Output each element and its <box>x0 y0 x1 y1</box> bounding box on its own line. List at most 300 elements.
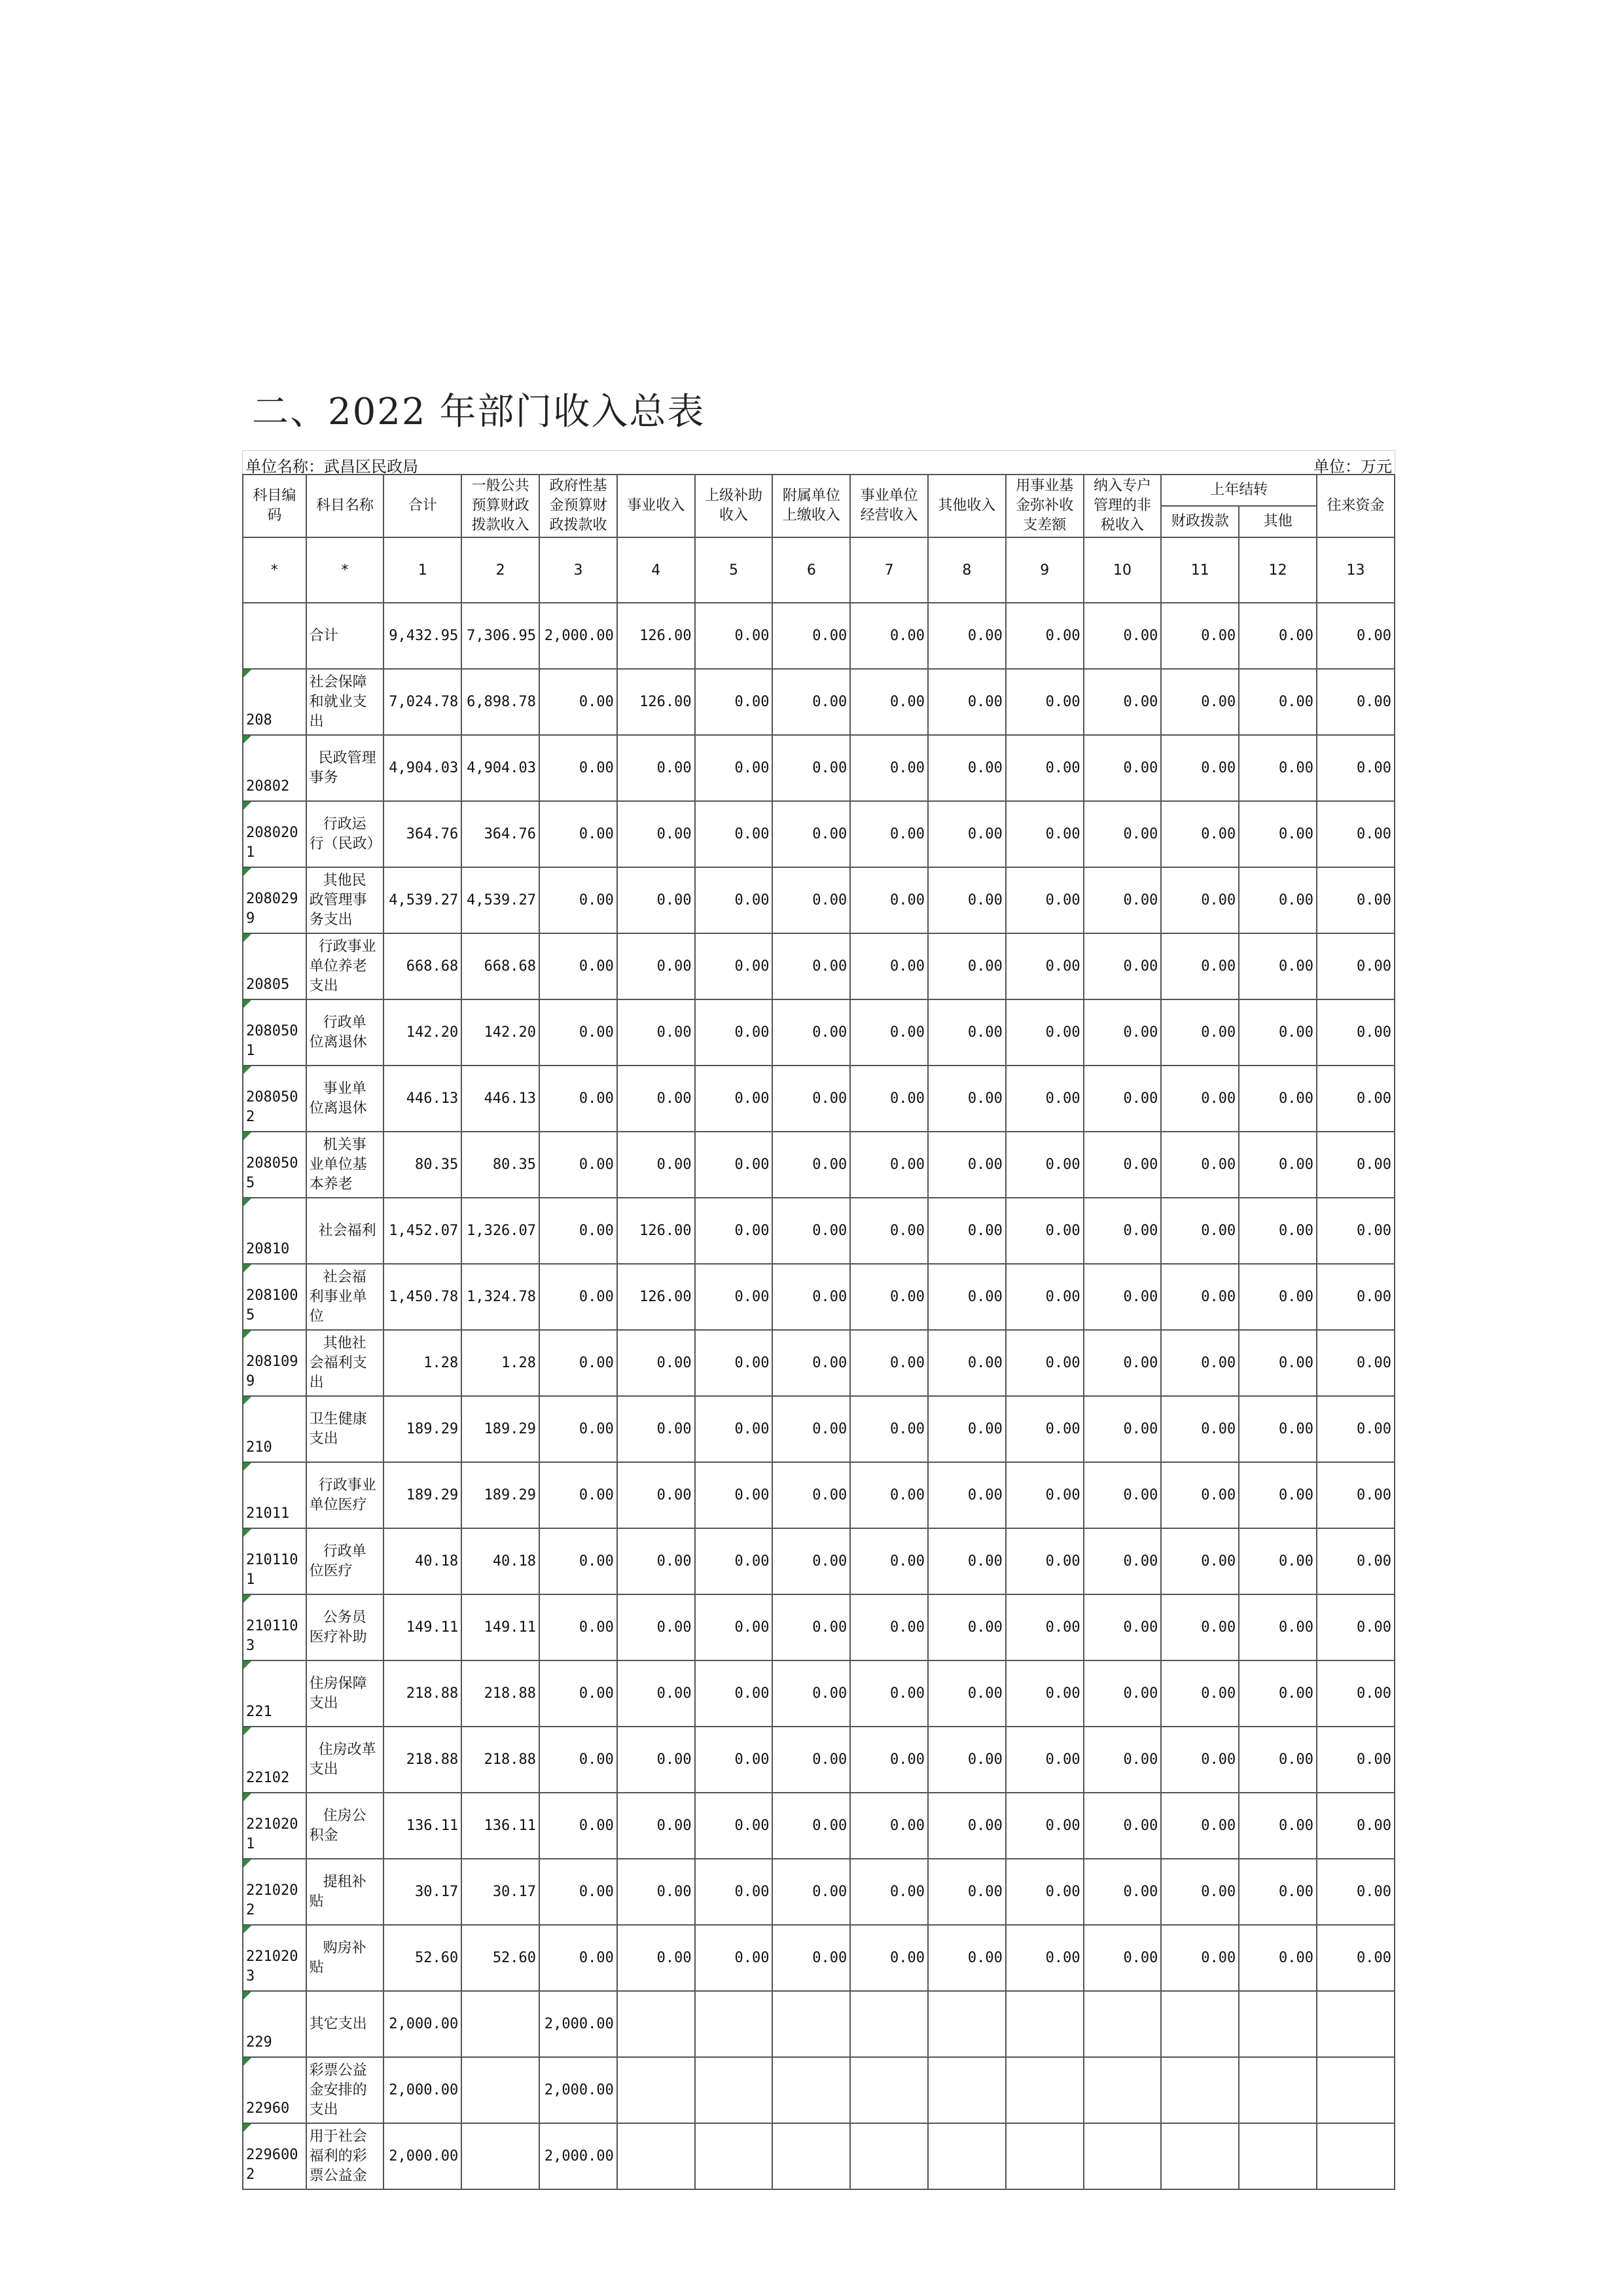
amount-cell: 0.00 <box>1239 603 1317 669</box>
amount-cell: 668.68 <box>383 933 461 999</box>
subject-name: 住房保障支出 <box>306 1660 384 1727</box>
amount-cell: 52.60 <box>383 1925 461 1991</box>
subject-name: 合计 <box>306 603 384 669</box>
amount-cell: 0.00 <box>850 1330 928 1396</box>
header-business: 事业收入 <box>617 475 695 537</box>
amount-cell: 0.00 <box>1161 735 1239 801</box>
amount-cell: 0.00 <box>1317 867 1395 933</box>
amount-cell: 0.00 <box>1084 1859 1162 1925</box>
amount-cell: 0.00 <box>1317 1793 1395 1859</box>
subject-name: 行政事业单位医疗 <box>306 1462 384 1528</box>
amount-cell: 0.00 <box>1239 1330 1317 1396</box>
subject-name: 社会保障和就业支出 <box>306 669 384 735</box>
amount-cell: 0.00 <box>1084 1594 1162 1660</box>
amount-cell: 0.00 <box>772 1528 850 1594</box>
amount-cell: 0.00 <box>928 1594 1006 1660</box>
amount-cell: 0.00 <box>1161 1066 1239 1132</box>
amount-cell: 0.00 <box>1239 1859 1317 1925</box>
header-superior-subsidy: 上级补助收入 <box>695 475 773 537</box>
amount-cell: 1.28 <box>461 1330 539 1396</box>
amount-cell: 0.00 <box>539 1198 617 1264</box>
index-cell: 12 <box>1239 537 1317 603</box>
amount-cell: 0.00 <box>617 1066 695 1132</box>
amount-cell: 0.00 <box>1084 1925 1162 1991</box>
amount-cell: 0.00 <box>1239 999 1317 1066</box>
amount-cell: 0.00 <box>1006 1132 1084 1198</box>
amount-cell: 0.00 <box>1084 999 1162 1066</box>
amount-cell: 0.00 <box>539 1925 617 1991</box>
amount-cell: 0.00 <box>539 1528 617 1594</box>
amount-cell: 0.00 <box>928 999 1006 1066</box>
subject-code: 20802 <box>246 778 290 795</box>
subject-name: 购房补贴 <box>306 1925 384 1991</box>
cell-marker-icon <box>243 1265 251 1272</box>
amount-cell: 0.00 <box>1161 1925 1239 1991</box>
amount-cell: 6,898.78 <box>461 669 539 735</box>
amount-cell: 0.00 <box>928 1330 1006 1396</box>
amount-cell: 189.29 <box>461 1396 539 1462</box>
amount-cell: 0.00 <box>695 735 773 801</box>
cell-marker-icon <box>243 802 251 810</box>
amount-cell: 218.88 <box>461 1660 539 1727</box>
cell-marker-icon <box>243 1000 251 1008</box>
page-title: 二、2022 年部门收入总表 <box>252 391 705 433</box>
amount-cell: 0.00 <box>617 1660 695 1727</box>
amount-cell: 0.00 <box>1006 1859 1084 1925</box>
amount-cell: 0.00 <box>928 1264 1006 1330</box>
amount-cell: 4,539.27 <box>383 867 461 933</box>
cell-marker-icon <box>243 1331 251 1338</box>
amount-cell: 218.88 <box>461 1727 539 1793</box>
amount-cell: 189.29 <box>383 1462 461 1528</box>
amount-cell: 0.00 <box>928 1925 1006 1991</box>
amount-cell: 0.00 <box>772 1727 850 1793</box>
subject-code: 2296002 <box>246 2147 298 2183</box>
amount-cell <box>772 1991 850 2057</box>
amount-cell <box>695 2057 773 2123</box>
amount-cell: 0.00 <box>928 735 1006 801</box>
cell-marker-icon <box>243 2124 251 2132</box>
subject-code: 221 <box>246 1704 272 1720</box>
amount-cell: 52.60 <box>461 1925 539 1991</box>
amount-cell <box>850 2123 928 2189</box>
subject-code: 21011 <box>246 1505 290 1522</box>
amount-cell: 0.00 <box>1006 1727 1084 1793</box>
amount-cell: 0.00 <box>772 1396 850 1462</box>
amount-cell: 0.00 <box>1084 867 1162 933</box>
header-special-nontax: 纳入专户管理的非税收入 <box>1084 475 1162 537</box>
amount-cell: 1,326.07 <box>461 1198 539 1264</box>
amount-cell <box>1239 1991 1317 2057</box>
unit-name: 单位名称：武昌区民政局 <box>245 457 418 476</box>
amount-cell: 0.00 <box>1317 1727 1395 1793</box>
amount-cell: 1,324.78 <box>461 1264 539 1330</box>
amount-cell: 4,904.03 <box>461 735 539 801</box>
amount-cell: 0.00 <box>1084 669 1162 735</box>
subject-name: 行政运行（民政） <box>306 801 384 867</box>
subject-name: 社会福利 <box>306 1198 384 1264</box>
amount-cell: 0.00 <box>928 669 1006 735</box>
amount-cell: 0.00 <box>850 999 928 1066</box>
subject-code-cell <box>243 1793 306 1859</box>
amount-cell: 0.00 <box>1084 1727 1162 1793</box>
amount-cell: 0.00 <box>1006 867 1084 933</box>
amount-cell <box>1239 2057 1317 2123</box>
amount-cell: 0.00 <box>1317 735 1395 801</box>
subject-name: 卫生健康支出 <box>306 1396 384 1462</box>
amount-cell: 0.00 <box>1161 603 1239 669</box>
subject-code: 2081099 <box>246 1354 298 1390</box>
amount-cell: 0.00 <box>928 1727 1006 1793</box>
amount-cell: 0.00 <box>695 1330 773 1396</box>
amount-cell: 0.00 <box>695 1727 773 1793</box>
amount-cell: 0.00 <box>1239 1264 1317 1330</box>
amount-cell: 0.00 <box>539 1132 617 1198</box>
subject-name: 提租补贴 <box>306 1859 384 1925</box>
amount-cell: 0.00 <box>850 1793 928 1859</box>
amount-cell: 0.00 <box>539 1793 617 1859</box>
amount-cell: 0.00 <box>1239 1396 1317 1462</box>
header-carryover: 上年结转 <box>1161 475 1317 506</box>
amount-cell: 0.00 <box>617 1793 695 1859</box>
amount-cell: 0.00 <box>1239 1727 1317 1793</box>
table-row <box>243 801 1395 867</box>
amount-cell: 0.00 <box>1317 669 1395 735</box>
amount-cell: 218.88 <box>383 1727 461 1793</box>
amount-cell <box>1084 2123 1162 2189</box>
amount-cell: 0.00 <box>617 801 695 867</box>
amount-cell: 0.00 <box>539 1462 617 1528</box>
subject-code: 20810 <box>246 1241 290 1257</box>
amount-cell: 0.00 <box>695 1925 773 1991</box>
amount-cell: 0.00 <box>850 1594 928 1660</box>
amount-cell: 0.00 <box>928 1462 1006 1528</box>
amount-cell: 0.00 <box>539 1660 617 1727</box>
table-row <box>243 669 1395 735</box>
table-row <box>243 1528 1395 1594</box>
subject-code: 22102 <box>246 1770 290 1786</box>
amount-cell: 2,000.00 <box>383 2123 461 2189</box>
subject-code: 2081005 <box>246 1287 298 1323</box>
subject-code: 2210203 <box>246 1948 298 1984</box>
subject-name: 彩票公益金安排的支出 <box>306 2057 384 2123</box>
amount-cell: 0.00 <box>695 1462 773 1528</box>
amount-cell: 0.00 <box>1161 867 1239 933</box>
subject-code-cell <box>243 999 306 1066</box>
subject-code: 2101101 <box>246 1552 298 1588</box>
amount-cell: 0.00 <box>928 867 1006 933</box>
amount-cell: 0.00 <box>1084 603 1162 669</box>
table-row <box>243 933 1395 999</box>
amount-cell: 0.00 <box>1239 1594 1317 1660</box>
amount-cell: 0.00 <box>1317 603 1395 669</box>
header-total: 合计 <box>383 475 461 537</box>
amount-cell <box>928 2057 1006 2123</box>
amount-cell <box>928 1991 1006 2057</box>
amount-cell <box>1084 2057 1162 2123</box>
amount-cell: 0.00 <box>1006 669 1084 735</box>
table-row <box>243 1594 1395 1660</box>
amount-cell: 0.00 <box>1161 1396 1239 1462</box>
amount-cell: 0.00 <box>617 735 695 801</box>
amount-cell: 4,904.03 <box>383 735 461 801</box>
header-general-budget: 一般公共预算财政拨款收入 <box>461 475 539 537</box>
subject-code-cell <box>243 1991 306 2057</box>
subject-code: 2210202 <box>246 1882 298 1918</box>
amount-cell <box>850 2057 928 2123</box>
amount-cell: 0.00 <box>539 1264 617 1330</box>
amount-cell: 0.00 <box>850 1396 928 1462</box>
amount-cell <box>695 2123 773 2189</box>
amount-cell: 30.17 <box>461 1859 539 1925</box>
amount-cell: 0.00 <box>695 603 773 669</box>
amount-cell: 0.00 <box>539 999 617 1066</box>
amount-cell: 0.00 <box>772 1330 850 1396</box>
subject-name: 民政管理事务 <box>306 735 384 801</box>
amount-cell: 0.00 <box>695 933 773 999</box>
amount-cell: 2,000.00 <box>383 1991 461 2057</box>
table-row <box>243 1925 1395 1991</box>
amount-cell: 0.00 <box>850 669 928 735</box>
subject-code: 2080201 <box>246 825 298 861</box>
amount-cell: 0.00 <box>1317 1528 1395 1594</box>
subject-code-cell <box>243 603 306 669</box>
amount-cell <box>928 2123 1006 2189</box>
subject-code-cell <box>243 735 306 801</box>
amount-cell: 2,000.00 <box>539 2057 617 2123</box>
amount-cell: 0.00 <box>928 1859 1006 1925</box>
subject-name: 公务员医疗补助 <box>306 1594 384 1660</box>
amount-cell: 0.00 <box>1084 1132 1162 1198</box>
amount-cell: 0.00 <box>1006 1264 1084 1330</box>
amount-cell: 0.00 <box>772 603 850 669</box>
amount-cell <box>772 2123 850 2189</box>
index-row <box>243 537 1395 603</box>
subject-code-cell <box>243 867 306 933</box>
amount-cell: 0.00 <box>1084 933 1162 999</box>
amount-cell: 218.88 <box>383 1660 461 1727</box>
amount-cell: 0.00 <box>695 1132 773 1198</box>
amount-cell: 0.00 <box>1084 1066 1162 1132</box>
amount-cell: 2,000.00 <box>539 1991 617 2057</box>
amount-cell: 0.00 <box>1239 933 1317 999</box>
amount-cell: 0.00 <box>539 1594 617 1660</box>
subject-code-cell <box>243 1925 306 1991</box>
subject-code-cell <box>243 1859 306 1925</box>
subject-code: 22960 <box>246 2100 290 2117</box>
amount-cell: 0.00 <box>695 1528 773 1594</box>
cell-marker-icon <box>243 1066 251 1074</box>
amount-cell: 0.00 <box>617 1859 695 1925</box>
amount-cell: 0.00 <box>928 1132 1006 1198</box>
subject-name: 行政单位医疗 <box>306 1528 384 1594</box>
amount-cell: 149.11 <box>383 1594 461 1660</box>
income-summary-table <box>242 474 1395 2190</box>
subject-code-cell <box>243 669 306 735</box>
subject-code-cell <box>243 1198 306 1264</box>
amount-cell: 0.00 <box>1084 801 1162 867</box>
subject-name: 其他社会福利支出 <box>306 1330 384 1396</box>
amount-cell: 0.00 <box>1317 1198 1395 1264</box>
amount-cell: 0.00 <box>1239 1793 1317 1859</box>
table-row <box>243 1396 1395 1462</box>
subject-code-cell <box>243 2057 306 2123</box>
amount-cell: 0.00 <box>1317 999 1395 1066</box>
index-cell: 10 <box>1084 537 1162 603</box>
header-fund-offset: 用事业基金弥补收支差额 <box>1006 475 1084 537</box>
amount-cell: 0.00 <box>1084 735 1162 801</box>
header-operating: 事业单位经营收入 <box>850 475 928 537</box>
amount-cell: 0.00 <box>1161 1859 1239 1925</box>
amount-cell <box>461 1991 539 2057</box>
subject-code-cell <box>243 1660 306 1727</box>
amount-cell: 0.00 <box>1317 1594 1395 1660</box>
amount-cell: 0.00 <box>1317 1859 1395 1925</box>
amount-cell: 0.00 <box>850 603 928 669</box>
subject-code-cell <box>243 1528 306 1594</box>
cell-marker-icon <box>243 736 251 744</box>
index-cell: * <box>243 537 306 603</box>
amount-cell: 0.00 <box>1239 1462 1317 1528</box>
amount-cell: 0.00 <box>1006 801 1084 867</box>
subject-code-cell <box>243 933 306 999</box>
index-cell: 1 <box>383 537 461 603</box>
amount-cell: 0.00 <box>928 1198 1006 1264</box>
amount-cell: 0.00 <box>695 801 773 867</box>
amount-cell: 0.00 <box>1161 1594 1239 1660</box>
amount-cell: 0.00 <box>1006 1793 1084 1859</box>
amount-cell: 0.00 <box>928 1793 1006 1859</box>
cell-marker-icon <box>243 1595 251 1603</box>
cell-marker-icon <box>243 1727 251 1735</box>
cell-marker-icon <box>243 868 251 876</box>
table-row <box>243 1330 1395 1396</box>
index-cell: 9 <box>1006 537 1084 603</box>
subject-code: 2080502 <box>246 1089 298 1125</box>
amount-cell: 1,450.78 <box>383 1264 461 1330</box>
header-carry-fiscal: 财政拨款 <box>1161 506 1239 537</box>
amount-cell: 0.00 <box>850 1925 928 1991</box>
subject-code-cell <box>243 801 306 867</box>
amount-cell: 0.00 <box>1006 1528 1084 1594</box>
amount-cell: 0.00 <box>1006 933 1084 999</box>
subject-code-cell <box>243 1330 306 1396</box>
header-code: 科目编码 <box>243 475 306 537</box>
subject-name: 住房公积金 <box>306 1793 384 1859</box>
index-cell: 13 <box>1317 537 1395 603</box>
subject-code: 2101103 <box>246 1618 298 1654</box>
amount-cell: 0.00 <box>539 735 617 801</box>
amount-cell: 0.00 <box>1239 1528 1317 1594</box>
amount-cell: 364.76 <box>461 801 539 867</box>
amount-cell: 446.13 <box>383 1066 461 1132</box>
amount-cell: 0.00 <box>1006 999 1084 1066</box>
subject-name: 其它支出 <box>306 1991 384 2057</box>
amount-cell: 0.00 <box>695 1198 773 1264</box>
amount-cell: 0.00 <box>772 735 850 801</box>
amount-cell: 1.28 <box>383 1330 461 1396</box>
amount-cell: 0.00 <box>928 801 1006 867</box>
index-cell: * <box>306 537 384 603</box>
index-cell: 5 <box>695 537 773 603</box>
amount-cell <box>617 2123 695 2189</box>
amount-cell: 0.00 <box>1161 999 1239 1066</box>
subject-code-cell <box>243 2123 306 2189</box>
cell-marker-icon <box>243 2058 251 2066</box>
amount-cell <box>617 2057 695 2123</box>
amount-cell: 0.00 <box>1161 1660 1239 1727</box>
amount-cell: 0.00 <box>772 1925 850 1991</box>
amount-cell: 30.17 <box>383 1859 461 1925</box>
amount-cell: 0.00 <box>1239 1660 1317 1727</box>
amount-cell: 0.00 <box>617 1396 695 1462</box>
table-row <box>243 1132 1395 1198</box>
amount-cell: 0.00 <box>850 1066 928 1132</box>
amount-cell <box>772 2057 850 2123</box>
amount-cell: 0.00 <box>539 1859 617 1925</box>
table-row <box>243 1727 1395 1793</box>
amount-cell: 126.00 <box>617 1264 695 1330</box>
amount-cell: 0.00 <box>772 1859 850 1925</box>
subject-code: 2080505 <box>246 1155 298 1191</box>
table-row <box>243 1991 1395 2057</box>
table-row <box>243 867 1395 933</box>
subject-name: 住房改革支出 <box>306 1727 384 1793</box>
amount-cell: 0.00 <box>1317 801 1395 867</box>
amount-cell: 142.20 <box>383 999 461 1066</box>
amount-cell: 0.00 <box>1161 1264 1239 1330</box>
amount-cell: 0.00 <box>1317 1264 1395 1330</box>
amount-cell: 0.00 <box>617 1462 695 1528</box>
index-cell: 4 <box>617 537 695 603</box>
amount-cell <box>1317 1991 1395 2057</box>
cell-marker-icon <box>243 1132 251 1140</box>
amount-cell <box>1239 2123 1317 2189</box>
header-current-funds: 往来资金 <box>1317 475 1395 537</box>
amount-cell: 0.00 <box>1239 735 1317 801</box>
cell-marker-icon <box>243 1198 251 1206</box>
amount-cell: 0.00 <box>1084 1660 1162 1727</box>
amount-cell: 0.00 <box>928 603 1006 669</box>
header-gov-fund: 政府性基金预算财政拨款收 <box>539 475 617 537</box>
amount-cell: 0.00 <box>617 1528 695 1594</box>
unit-info-bar <box>242 450 1395 474</box>
amount-cell: 0.00 <box>1239 1066 1317 1132</box>
amount-cell: 0.00 <box>928 933 1006 999</box>
amount-cell: 0.00 <box>539 1396 617 1462</box>
index-cell: 3 <box>539 537 617 603</box>
subject-code-cell <box>243 1264 306 1330</box>
cell-marker-icon <box>243 1529 251 1537</box>
amount-cell: 0.00 <box>695 1594 773 1660</box>
amount-cell <box>1317 2123 1395 2189</box>
amount-cell: 0.00 <box>539 669 617 735</box>
amount-cell: 0.00 <box>1161 801 1239 867</box>
amount-cell: 0.00 <box>617 1132 695 1198</box>
amount-cell: 0.00 <box>1161 1793 1239 1859</box>
amount-cell: 0.00 <box>850 1132 928 1198</box>
table-row <box>243 1462 1395 1528</box>
subject-code-cell <box>243 1594 306 1660</box>
cell-marker-icon <box>243 1463 251 1471</box>
amount-cell: 0.00 <box>1084 1198 1162 1264</box>
subject-code-cell <box>243 1066 306 1132</box>
amount-cell: 0.00 <box>1239 1198 1317 1264</box>
amount-cell: 189.29 <box>383 1396 461 1462</box>
amount-cell <box>695 1991 773 2057</box>
amount-cell: 2,000.00 <box>539 2123 617 2189</box>
amount-cell: 0.00 <box>695 1264 773 1330</box>
